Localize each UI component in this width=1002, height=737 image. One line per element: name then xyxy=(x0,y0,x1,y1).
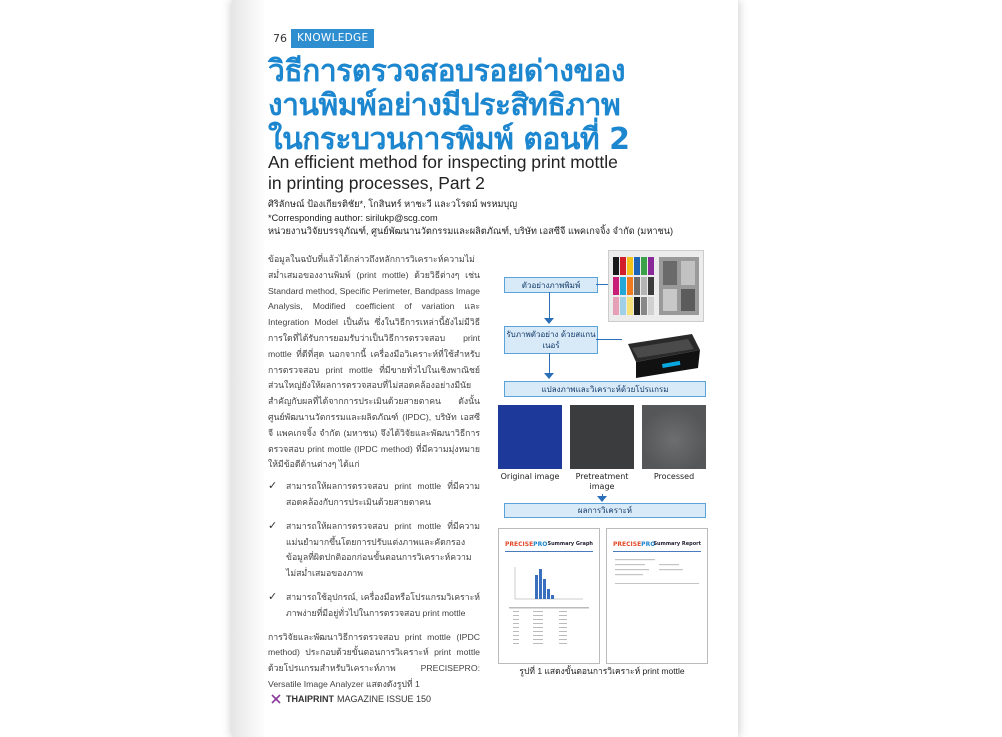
report-data-table xyxy=(509,607,589,657)
thai-title xyxy=(268,55,688,157)
logo-part-red: PRECISE xyxy=(505,541,534,548)
benefit-list xyxy=(268,479,480,621)
closing-paragraph: การวิจัยและพัฒนาวิธีการตรวจสอบ print mottle (IPDC method) ประกอบด้วยขั้นตอนการวิเคราะห์ print mottle ด้วยโปรแกรมสำหรับวิเคราะห์ภาพ PRECISEPRO: Versatile Image Analyzer แสดงดังรูปที่ 1 xyxy=(268,631,480,689)
connector-line xyxy=(596,339,622,340)
label-processed: Processed xyxy=(653,472,695,481)
list-item-text: สามารถให้ผลการตรวจสอบ print mottle ที่มีความแม่นยำมากขึ้นโดยการปรับแต่งภาพและคัดกรองข้อมูลที่ผิดปกติออกก่อนขั้นตอนการวิเคราะห์ความไม่สม่ำเสมอของภาพ xyxy=(286,520,480,579)
check-icon: ✓ xyxy=(268,519,278,532)
page-gutter-shade xyxy=(232,0,266,737)
connector-line xyxy=(596,284,608,285)
list-item xyxy=(268,590,480,622)
color-chart-image xyxy=(608,250,704,322)
report-text-lines xyxy=(615,559,699,655)
figure-caption: รูปที่ 1 แสดงขั้นตอนการวิเคราะห์ print mottle xyxy=(519,666,685,676)
thaiprint-logo-icon xyxy=(270,693,282,705)
list-item-text: สามารถใช้อุปกรณ์, เครื่องมือหรือโปรแกรมวิเคราะห์ภาพง่ายที่มีอยู่ทั่วไปในการตรวจสอบ print mottle xyxy=(286,591,480,618)
author-block xyxy=(268,198,708,239)
logo-part-blue: PRO xyxy=(641,541,656,548)
report-bar-graph xyxy=(513,565,585,601)
processed-image xyxy=(642,405,706,469)
arrow-down-icon xyxy=(544,318,554,324)
original-image xyxy=(498,405,562,469)
process-figure xyxy=(494,250,710,680)
report-heading: Summary Report xyxy=(653,541,701,547)
precisepro-logo xyxy=(613,541,655,548)
summary-graph-report xyxy=(498,528,600,664)
scanner-image xyxy=(622,330,702,382)
summary-report xyxy=(606,528,708,664)
report-divider xyxy=(505,551,593,552)
connector-line xyxy=(549,353,550,375)
thai-title-line: งานพิมพ์อย่างมีประสิทธิภาพ xyxy=(268,88,621,123)
flow-box-result: ผลการวิเคราะห์ xyxy=(504,503,706,518)
label-pretreatment: Pretreatment image xyxy=(575,472,629,491)
connector-line xyxy=(549,292,550,320)
footer-brand: THAIPRINT xyxy=(286,694,334,704)
english-title xyxy=(268,152,708,194)
arrow-down-icon xyxy=(597,496,607,502)
check-icon: ✓ xyxy=(268,590,278,603)
thai-title-line: วิธีการตรวจสอบรอยด่างของ xyxy=(268,54,626,89)
list-item-text: สามารถให้ผลการตรวจสอบ print mottle ที่มีความสอดคล้องกับการประเมินด้วยสายตาคน xyxy=(286,481,480,507)
logo-part-blue: PRO xyxy=(533,541,548,548)
page-number: 76 xyxy=(273,32,287,45)
report-heading: Summary Graph xyxy=(547,541,593,547)
flow-box-scan: รับภาพตัวอย่าง ด้วยสแกนเนอร์ xyxy=(504,326,598,354)
precisepro-logo xyxy=(505,541,547,548)
article-body xyxy=(268,252,480,693)
thai-title-line: ในกระบวนการพิมพ์ ตอนที่ 2 xyxy=(268,122,630,157)
page-footer xyxy=(270,693,431,705)
intro-paragraph: ข้อมูลในฉบับที่แล้วได้กล่าวถึงหลักการวิเคราะห์ความไม่สม่ำเสมอของงานพิมพ์ (print mottle) ด้วยวิธีต่างๆ เช่น Standard method, Specific Perimeter, Bandpass Image Analysis, Modified coefficient of variation และ Integration Model เป็นต้น ซึ่งในวิธีการเหล่านี้ยังไม่มีวิธีการใดที่ได้รับการยอมรับว่าเป็นวิธีการตรวจสอบ print mottle ที่ดีที่สุด นอกจากนี้ เครื่องมือวิเคราะห์ที่ใช้สำหรับการตรวจสอบ print mottle ที่มีขายทั่วไปในเชิงพาณิชย์ส่วนใหญ่ยังให้ผลการตรวจสอบที่ไม่สอดคล้องอย่างมีนัยสำคัญกับผลที่ได้จากการประเมินด้วยสายตาคน ดังนั้นศูนย์พัฒนานวัตกรรมและผลิตภัณฑ์ (IPDC), บริษัท เอสซีจี แพคเกจจิ้ง จำกัด (มหาชน) จึงได้วิจัยและพัฒนาวิธีการตรวจสอบ print mottle (IPDC method) ที่มีความมุ่งหมายให้มีข้อดีด้านต่างๆ ได้แก่ xyxy=(268,254,480,470)
affiliation: หน่วยงานวิจัยบรรจุภัณฑ์, ศูนย์พัฒนานวัตกรรมและผลิตภัณฑ์, บริษัท เอสซีจี แพคเกจจิ้ง จำกัด (มหาชน) xyxy=(268,226,674,236)
pretreatment-image xyxy=(570,405,634,469)
footer-issue: MAGAZINE ISSUE 150 xyxy=(337,694,432,704)
label-original: Original image xyxy=(500,472,560,481)
author-names: ศิริลักษณ์ ป้องเกียรติชัย*, โกสินทร์ หาชะวี และวโรดม์ พรหมบุญ xyxy=(268,199,518,209)
page-header xyxy=(273,29,374,48)
check-icon: ✓ xyxy=(268,480,278,493)
list-item xyxy=(268,519,480,582)
english-title-line: in printing processes, Part 2 xyxy=(268,173,485,193)
corresponding-author: *Corresponding author: sirilukp@scg.com xyxy=(268,212,438,223)
logo-part-red: PRECISE xyxy=(613,541,642,548)
report-divider xyxy=(613,551,701,552)
flow-box-sample: ตัวอย่างภาพพิมพ์ xyxy=(504,277,598,293)
english-title-line: An efficient method for inspecting print mottle xyxy=(268,152,618,172)
list-item xyxy=(268,479,480,511)
flow-box-analyze: แปลงภาพและวิเคราะห์ด้วยโปรแกรม xyxy=(504,381,706,397)
arrow-down-icon xyxy=(544,373,554,379)
section-tag: KNOWLEDGE xyxy=(291,29,374,48)
